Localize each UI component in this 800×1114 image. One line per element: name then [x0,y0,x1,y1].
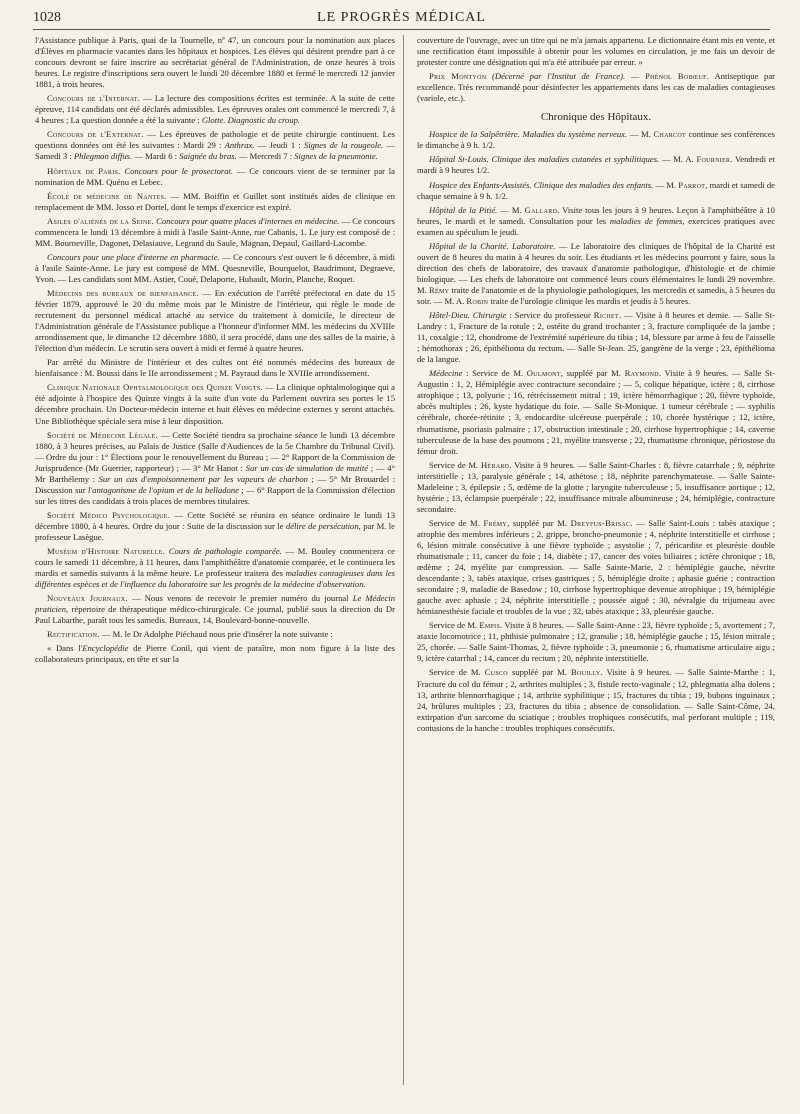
medico-psychologique-item: Société Médico Psychologique. — Cette Société se réunira en séance ordinaire le lundi 13 décembre 1880, à 4 heures. Ordre du jour : Suite de la discussion sur le délire de persécution, par M. le professeur Lasègue. [35,509,395,542]
item-heading: Société de Médecine Légale. [47,429,159,440]
hopitaux-paris-item: Hôpitaux de Paris. Concours pour le prosectorat. — Ce concours vient de se terminer par la nomination de MM. Quénu et Lebec. [35,165,395,187]
item-heading: Asiles d'aliénés de la Seine. [47,215,154,226]
item-heading: Concours de l'Internat. [47,93,141,104]
salpetriere-item: Hospice de la Salpêtrière. Maladies du système nerveux. — M. Charcot continue ses conférences le dimanche à 9 h. 1/2. [417,129,775,151]
pitie-item: Hôpital de la Pitié. — M. Gallard. Visite tous les jours à 9 heures. Leçon à l'amphithéâtre à 10 heures, le mardi et le samedi. Consultation pour les maladies de femmes, exercices pratiques avec examen au spéculum le jeudi. [417,204,775,237]
item-heading: Prix Montyon [429,71,487,82]
right-column [417,35,775,1105]
hotel-dieu-medecine-item: Médecine : Service de M. Oulmont, suppléé par M. Raymond. Visite à 9 heures. — Salle St-Augustin : 1, 2, Hémiplégie avec contracture secondaire ; — 5, colique hépatique, ictère ; 8, cirrhose atrophique ; 13, polyurie ; 16, rétrécissement mitral ; 19, ictère hémorrhagique ; 20, fièvre typhoïde, abcès multiples ; 26, kyste hydatique du foie. — Salle St-Monique. 1 tumeur cérébrale ; — syphilis cérébrale, chorée-rétinite ; 3, endocardite ulcéreuse puerpérale ; 10, chorée hystérique ; 12, ictère, rhumatisme, psoriasis palmaire ; 17, obstruction intestinale ; 20, cirrhose hypertrophique ; 14, caverne tuberculeuse de la base des poumons ; 21, myélite transverse ; 22, rhumatisme chronique, périostose du fémur droit. [417,368,775,456]
left-column [35,35,395,1105]
ecole-nantes-item: École de médecine de Nantes. — MM. Boiffin et Guillet sont institués aides de clinique en remplacement de MM. Josso et Dortel, dont le temps d'exercice est expiré. [35,190,395,212]
journal-title: LE PROGRÈS MÉDICAL [317,10,486,25]
service-empis-item: Service de M. Empis. Visite à 8 heures. — Salle Saint-Anne : 23, fièvre typhoïde ; 5, avortement ; 7, ataxie locomotrice ; 11, phthisie pulmonaire ; 12, granulie ; 18, hémiplégie gauche ; 15, lésion mitrale ; 25, chorée. — Salle Saint-Thomas, 2, fièvre typhoïde ; 3, pneumonie ; 6, rhumatisme articulaire aigu ; 9, ictère catarrhal ; 14, cancer du rectum ; 20, néphrite interstitielle. [417,620,775,664]
item-heading: Concours de l'Externat. [47,129,144,140]
service-cusco-item: Service de M. Cusco suppléé par M. Bouilly. Visite à 9 heures. — Salle Sainte-Marthe : 1, Fracture du col du fémur ; 2, arthrites multiples ; 3, fistule recto-vaginale ; 12, phlegmatia alba dolens ; 13, arthrite blennorrhagique ; 14, arthrite syphilitique ; 15, fractures du tibia ; 19, bubons inguinaux ; 24, brûlures multiples ; 23, fractures du tibia ; absence de consolidation. — Salle Saint-Côme, 24, extirpation d'un sarcome du sciatique ; troubles trophiques consécutifs, mal perforant multiple ; 119, contusions de la hanche : troubles trophiques consécutifs. [417,667,775,733]
chronique-hopitaux-title: Chronique des Hôpitaux. [540,111,652,124]
item-heading: Rectification. [47,629,100,640]
pharmacie-concours-continued: l'Assistance publique à Paris, quai de la Tournelle, nº 47, un concours pour la nomination aux places d'Élèves en pharmacie vacantes dans les hôpitaux et hospices. Les élèves qui désirent prendre part à ce concours devront se faire inscrire au secrétariat général de l'Administration, de onze heures à trois heures. Le registre d'inscriptions sera ouvert le lundi 20 décembre 1880 et fermé le mercredi 12 janvier 1881, à trois heures. [35,35,395,90]
rectification-quote: « Dans l'Encyclopédie de Pierre Conil, qui vient de paraître, mon nom figure à la liste des collaborateurs principaux, en tête et sur la [35,643,395,665]
item-heading: Médecins des bureaux de bienfaisance. [47,287,199,298]
page-number: 1028 [33,10,61,25]
page-header [33,10,770,30]
item-heading: Société Médico Psychologique. [47,509,171,520]
medecine-legale-item: Société de Médecine Légale. — Cette Société tiendra sa prochaine séance le lundi 13 décembre 1880, à 3 heures précises, au Palais de Justice (Salle d'Audiences de la 5e Chambre du Tribunal Civil). — Ordre du jour : 1° Élections pour le renouvellement du Bureau ; — 2° Rapport de la Commission de Jurisprudence (Mr Guerrier, rapporteur) ; — 3° Mr Hanot : Sur un cas de simulation de mutité ; — 4° Mr Barthélemy : Sur un cas d'empoisonnement par les vapeurs de charbon ; — 5° Mr Brouardel : Discussion sur l'antagonisme de l'opium et de la belladone ; — 6° Rapport de la Commission d'élection sur les titres des candidats à trois places de membres titulaires. [35,429,395,506]
item-heading: Nouveaux Journaux. [47,593,128,604]
concours-internat-item: Concours de l'Internat. — La lecture des compositions écrites est terminée. A la suite de cette épreuve, 114 candidats ont été déclarés admissibles. Les épreuves orales ont commencé le mercredi 7, à 4 heures ; La question donnée a été la suivante : Glotte. Diagnostic du croup. [35,93,395,126]
service-herard-item: Service de M. Hérard. Visite à 9 heures. — Salle Saint-Charles : 8, fièvre catarrhale ; 9, néphrite interstitielle ; 13, paralysie générale ; 14, athétose ; 18, néphrite parenchymateuse. — Salle Sainte-Madeleine ; 3, épilepsie ; 5, œdème de la glotte ; laryngite tuberculeuse ; 5, insuffisance aortique ; 12, hystérie ; 13, éclampsie puerpérale ; 22, insuffisance mitrale albumineuse ; 24, hémiplégie, contracture secondaire. [417,459,775,514]
interne-pharmacie-item: Concours pour une place d'interne en pharmacie. — Ce concours s'est ouvert le 6 décembre, à midi à l'asile Sainte-Anne. Le jury est composé de MM. Quesneville, Bourquelot, Baudrimont, Degraeve, Yvon. — Les candidats sont MM. Astier, Coué, Delaporte, Hubault, Morin, Planche, Roquet. [35,251,395,284]
item-heading: École de médecine de Nantes. [47,190,167,201]
asiles-alienes-item: Asiles d'aliénés de la Seine. Concours pour quatre places d'internes en médecine. — Ce concours commencera le lundi 13 décembre à midi à l'asile Saint-Anne, rue Cabanis, 1. Le jury est composé de : MM. Bourneville, Dagonet, Delasiauve, Legrand du Saule, Magnan, Depaul, Gaillard-Lacombe. [35,215,395,248]
item-heading: Hôpitaux de Paris. [47,165,121,176]
rectification-quote-continued: couverture de l'ouvrage, avec un titre qui ne m'a jamais appartenu. Le dictionnaire étant mis en vente, et une rectification étant impossible à obtenir pour les volumes en circulation, je me fais un devoir de protester contre une désignation qui m'a été attribuée par erreur. » [417,35,775,68]
museum-histoire-naturelle-item: Muséum d'Histoire Naturelle. Cours de pathologie comparée. — M. Bouley commencera ce cours le samedi 11 décembre, à 11 heures, dans l'amphithéâtre d'anatomie comparée, et le continuera les mardis et samedis suivants à la même heure. Le professeur traitera des maladies contagieuses dans les différentes espèces et de l'influence du laboratoire sur les progrès de la médecine d'observation. [35,546,395,590]
nouveaux-journaux-item: Nouveaux Journaux. — Nous venons de recevoir le premier numéro du journal Le Médecin praticien, répertoire de thérapeutique médico-chirurgicale. Ce journal, publié sous la direction du Dr Paul Labarthe, paraît tous les samedis. Bureaux, 14, Boulevard-bonne-nouvelle. [35,593,395,626]
service-fremy-item: Service de M. Frémy, suppléé par M. Dreyfus-Brisac. — Salle Saint-Louis : tabès ataxique ; atrophie des membres inférieurs ; 2, grippe, broncho-pneumonie ; 4, néphrite interstitielle et cirrhose ; 6, lésion mitrale consécutive à une fièvre typhoïde ; asystolie ; 7, péricardite et pleurésie double rhumatismale ; 11, cancer du foie ; 14, diabète ; 17, cancer des voies biliaires ; ictère chronique ; 18, œdème ; 24, myélite par compression. — Salle Sainte-Marie, 2 : hémiplégie gauche, névrite descendante ; 3, tabès ataxique, crises gastriques ; 5, hémiplégie droite ; aphasie guérie ; contraction secondaire ; 9, maladie de Basedow ; 10, cirrhose hypertrophique devenue atrophique ; 19, hémiplégie gauche avec aphasie ; 24, néphrite interstitielle ; poussée aiguë ; 30, névralgie du trijumeau avec hémianesthésie faciale et troubles de la vue ; 32, tabès ataxique ; 33, pleurésie gauche. [417,517,775,617]
column-divider [403,35,404,1085]
header-rule [33,29,770,30]
enfants-assistes-item: Hospice des Enfants-Assistés. Clinique des maladies des enfants. — M. Parrot, mardi et samedi de chaque semaine à 9 h. 1/2. [417,179,775,201]
saint-louis-item: Hôpital St-Louis. Clinique des maladies cutanées et syphilitiques. — M. A. Fournier. Vendredi et mardi à 9 heures 1/2. [417,154,775,176]
hotel-dieu-chirurgie-item: Hôtel-Dieu. Chirurgie : Service du professeur Richet. — Visite à 8 heures et demie. — Salle St-Landry : 1, Fracture de la rotule ; 2, ostéite du grand trochanter ; 3, fracture compliquée de la jambe ; 11, coxalgie ; 12, chondrome de l'extrémité supérieure du tibia ; 14, blessure par arme à feu de l'aisselle ; hémothorax ; 26, épithélioma du rectum. — Salle St-Jean. 25, gangrène de la verge ; 23, épithélioma de la langue. [417,310,775,365]
concours-externat-item: Concours de l'Externat. — Les épreuves de pathologie et de petite chirurgie continuent. Les questions données ont été les suivantes : Mardi 29 : Anthrax. — Jeudi 1 : Signes de la rougeole. — Samedi 3 : Phlegmon diffus. — Mardi 6 : Saignée du bras. — Mercredi 7 : Signes de la pneumonie. [35,129,395,162]
clinique-quinze-vingts-item: Clinique Nationale Ophtalmologique des Quinze Vingts. — La clinique ophtalmologique qui a été adjointe à l'hospice des Quinze vingts à la suite d'un vote du Parlement ouvrira ses portes le 15 décembre prochain. Un Docteur-médecin interne et huit élèves en médecine externes y seront attachés. Une Bibliothèque spéciale sera mise à leur disposition. [35,382,395,426]
prix-montyon-item: Prix Montyon (Décerné par l'Institut de France). — Phénol Bobœuf. Antiseptique par excellence. Très recommandé pour désinfecter les appartements dans les cas de maladies contagieuses (variole, etc.). [417,71,775,104]
bureaux-bienfaisance-item: Médecins des bureaux de bienfaisance. — En exécution de l'arrêté préfectoral en date du 15 février 1879, approuvé le 20 du même mois par le Ministre de l'intérieur, qui règle le mode de recrutement du personnel médical attaché au service du traitement à domicile, le directeur de l'Administration générale de l'Assistance publique a l'honneur d'informer MM. les médecins du XVIIIe arrondissement que, le dimanche 12 décembre 1880, il sera procédé, dans une des salles de la mairie, à l'élection d'un médecin. Le scrutin sera ouvert à midi et fermé à quatre heures. [35,287,395,354]
arrete-ministre-item: Par arrêté du Ministre de l'intérieur et des cultes ont été nommés médecins des bureaux de bienfaisance : M. Boussi dans le IIe arrondissement ; M. Payraud dans le XVIIIe arrondissement. [35,357,395,379]
item-heading: Clinique Nationale Ophtalmologique des Quinze Vingts. [47,382,263,393]
charite-item: Hôpital de la Charité. Laboratoire. — Le laboratoire des cliniques de l'hôpital de la Charité est ouvert de 8 heures du matin à 4 heures du soir. Les étudiants et les médecins pourront y faire, sous la direction des chefs de laboratoire, des travaux d'anatomie pathologique, d'histologie et de chimie biologique. — Les chefs de laboratoire ont commencé leurs cours élémentaires le lundi 29 novembre. M. Rémy traite de l'anatomie et de la physiologie pathologiques, les mercredis et samedis, à 5 heures du soir. — M. A. Robin traite de l'urologie clinique les mardis et jeudis à 5 heures. [417,240,775,306]
item-heading: Muséum d'Histoire Naturelle. [47,546,166,557]
rectification-item: Rectification. — M. le Dr Adolphe Piéchaud nous prie d'insérer la note suivante : [47,629,333,640]
